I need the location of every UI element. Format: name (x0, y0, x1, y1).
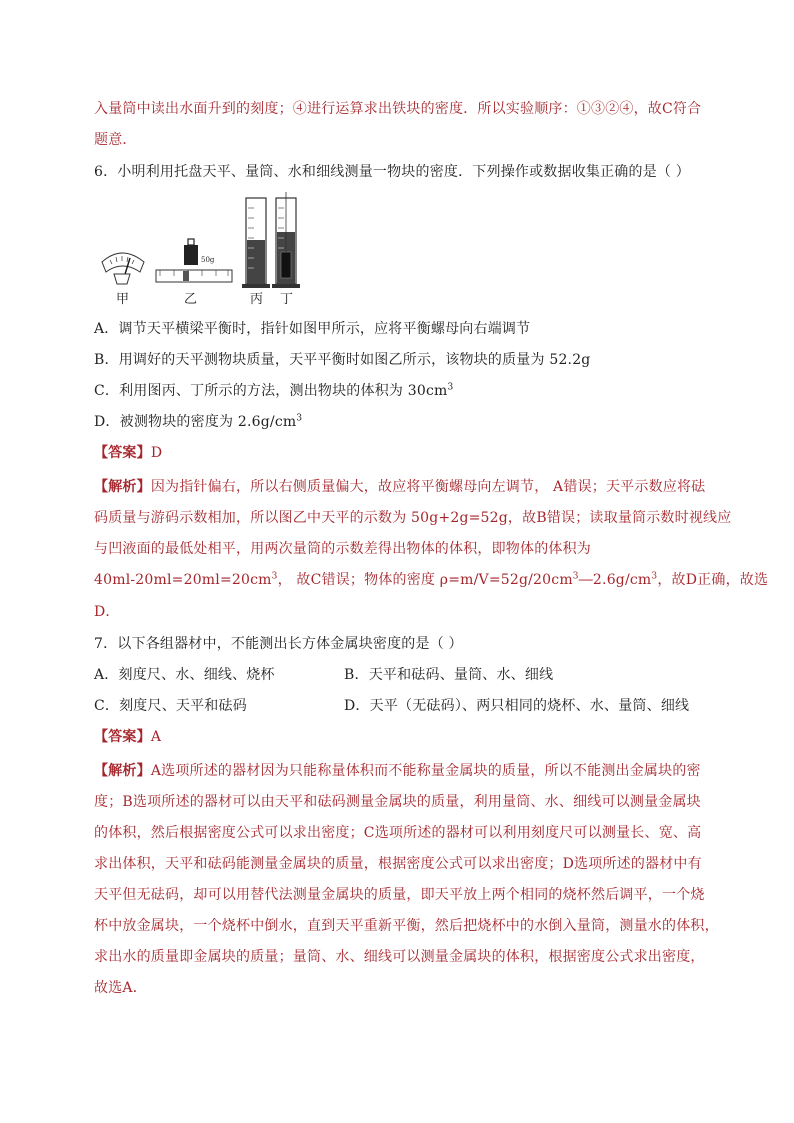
q6-figure (100, 188, 310, 310)
q7-option-a: A．刻度尺、水、细线、烧杯 (94, 667, 275, 683)
q7-analysis-line-7: 求出水的质量即金属块的质量；量筒、水、细线可以测量金属块的体积，根据密度公式求出密度， (94, 949, 705, 965)
q6-answer: 【答案】D (94, 445, 163, 461)
q7-analysis-line-8: 故选A． (94, 980, 147, 996)
q7-analysis-line-5: 天平但无砝码，却可以用替代法测量金属块的质量，即天平放上两个相同的烧杯然后调平，一个烧 (94, 887, 705, 903)
q7-analysis-line-1: 【解析】A选项所述的器材因为只能称量体积而不能称量金属块的质量，所以不能测出金属块的密 (94, 763, 701, 779)
q7-analysis-line-4: 求出体积，天平和砝码能测量金属块的质量，根据密度公式可以求出密度；D选项所述的器材中有 (94, 856, 702, 872)
q6-analysis-line-2: 码质量与游码示数相加，所以图乙中天平的示数为 50g+2g=52g，故B错误；读取量筒示数时视线应 (94, 510, 732, 526)
cylinder-ding-drawing (272, 192, 300, 288)
figure-label-yi: 乙 (184, 292, 198, 307)
q6-analysis-line-4: $40ml-20ml=20ml=20cm^3$， 故C错误；物体的密度 $\rho=m/V=52g/20cm^3―2.6g/cm^3$，故D正确，故选 (94, 571, 769, 588)
q6-analysis-line-1: 【解析】因为指针偏右，所以右侧质量偏大，故应将平衡螺母向左调节， A错误；天平示数应将砝 (94, 479, 706, 495)
q7-option-b: B．天平和砝码、量筒、水、细线 (344, 667, 554, 683)
q6-analysis-line-5: D． (94, 604, 120, 620)
figure-label-jia: 甲 (116, 292, 130, 307)
q7-analysis-line-3: 的体积，然后根据密度公式可以求出密度；C选项所述的器材可以利用刻度尺可以测量长、宽、高 (94, 825, 702, 841)
q7-analysis-line-6: 杯中放金属块，一个烧杯中倒水，直到天平重新平衡，然后把烧杯中的水倒入量筒，测量水的体积， (94, 918, 719, 934)
weight-and-ruler-drawing (156, 239, 232, 282)
figure-label-bing: 丙 (250, 292, 264, 307)
q6-figure-svg (100, 188, 310, 310)
continuation-line-2: 题意． (94, 132, 137, 148)
balance-scale-drawing (102, 253, 144, 284)
q6-option-c: C．利用图丙、丁所示的方法，测出物块的体积为 $30cm^3$ (94, 382, 454, 399)
q7-option-c: C．刻度尺、天平和砝码 (94, 698, 247, 714)
q7-analysis-line-2: 度；B选项所述的器材可以由天平和砝码测量金属块的质量，利用量筒、水、细线可以测量金属块 (94, 794, 701, 810)
weight-label: 50g (201, 256, 215, 264)
q7-option-d: D．天平（无砝码）、两只相同的烧杯、水、量筒、细线 (344, 698, 690, 714)
q6-option-d: D．被测物块的密度为 $2.6g/cm^3$ (94, 413, 303, 430)
q7-stem: 7．以下各组器材中，不能测出长方体金属块密度的是（ ） (94, 636, 463, 652)
q7-answer: 【答案】A (94, 729, 162, 745)
q6-option-a: A．调节天平横梁平衡时，指针如图甲所示，应将平衡螺母向右端调节 (94, 321, 531, 337)
figure-label-ding: 丁 (280, 292, 294, 307)
q7-option-row-2 (94, 696, 690, 716)
q6-analysis-line-3: 与凹液面的最低处相平，用两次量筒的示数差得出物体的体积，即物体的体积为 (94, 541, 591, 557)
q6-option-b: B．用调好的天平测物块质量，天平平衡时如图乙所示，该物块的质量为 52.2g (94, 352, 591, 368)
q6-stem: 6．小明利用托盘天平、量筒、水和细线测量一物块的密度．下列操作或数据收集正确的是（ ） (94, 164, 690, 180)
q7-option-row-1 (94, 665, 554, 685)
cylinder-bing-drawing (242, 198, 270, 288)
continuation-line-1: 入量筒中读出水面升到的刻度；④进行运算求出铁块的密度．所以实验顺序：①③②④，故C符合 (94, 101, 702, 117)
